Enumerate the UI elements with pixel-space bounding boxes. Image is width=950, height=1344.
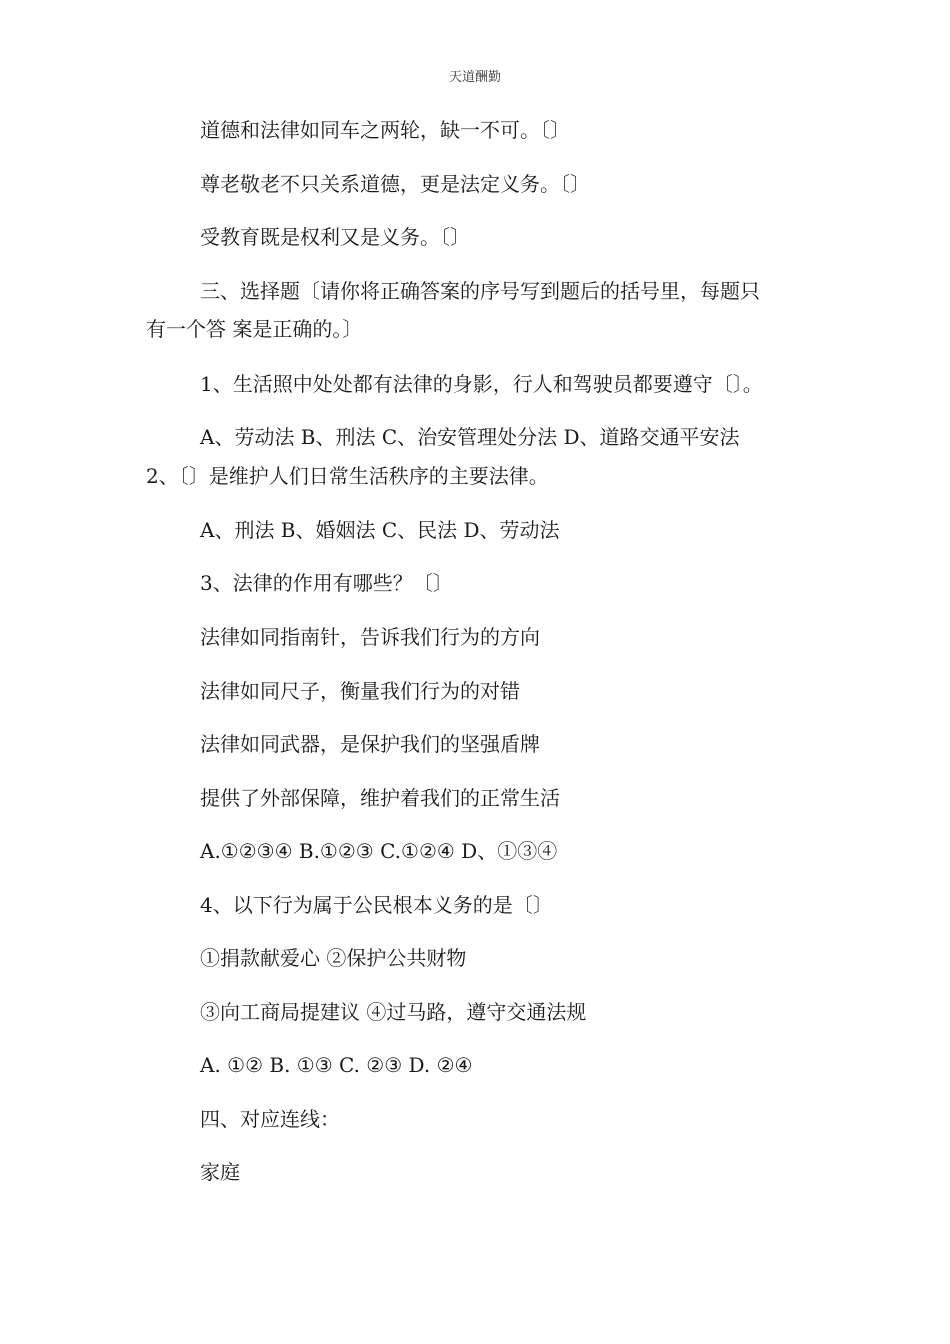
question-line: 3、法律的作用有哪些？〔〕	[200, 571, 453, 595]
option-line: A. ①② B. ①③ C. ②③ D. ②④	[200, 1053, 473, 1077]
statement-line: 尊老敬老不只关系道德，更是法定义务。〔〕	[200, 172, 590, 196]
option-line: A、劳动法 B、刑法 C、治安管理处分法 D、道路交通平安法	[200, 425, 740, 449]
page-header: 天道酬勤	[448, 70, 501, 85]
statement-line: ③向工商局提建议 ④过马路，遵守交通法规	[200, 1000, 587, 1024]
question-line: 1、生活照中处处都有法律的身影，行人和驾驶员都要遵守〔〕。	[200, 372, 763, 396]
section-heading-cont: 有一个答 案是正确的。〕	[146, 317, 363, 341]
option-line: A.①②③④ B.①②③ C.①②④ D、①③④	[200, 839, 558, 863]
section-heading: 三、选择题〔请你将正确答案的序号写到题后的括号里，每题只	[200, 279, 760, 303]
statement-line: 道德和法律如同车之两轮，缺一不可。〔〕	[200, 118, 570, 142]
question-line: 2、〔〕是维护人们日常生活秩序的主要法律。	[146, 464, 549, 488]
option-line: A、刑法 B、婚姻法 C、民法 D、劳动法	[200, 518, 560, 542]
statement-line: 提供了外部保障，维护着我们的正常生活	[200, 786, 560, 810]
statement-line: 家庭	[200, 1160, 240, 1184]
question-line: 4、以下行为属于公民根本义务的是〔〕	[200, 893, 553, 917]
statement-line: ①捐款献爱心 ②保护公共财物	[200, 946, 467, 970]
statement-line: 法律如同武器，是保护我们的坚强盾牌	[200, 732, 540, 756]
statement-line: 受教育既是权利又是义务。〔〕	[200, 225, 470, 249]
section-heading: 四、对应连线：	[200, 1107, 340, 1131]
statement-line: 法律如同尺子，衡量我们行为的对错	[200, 679, 520, 703]
statement-line: 法律如同指南针，告诉我们行为的方向	[200, 625, 540, 649]
